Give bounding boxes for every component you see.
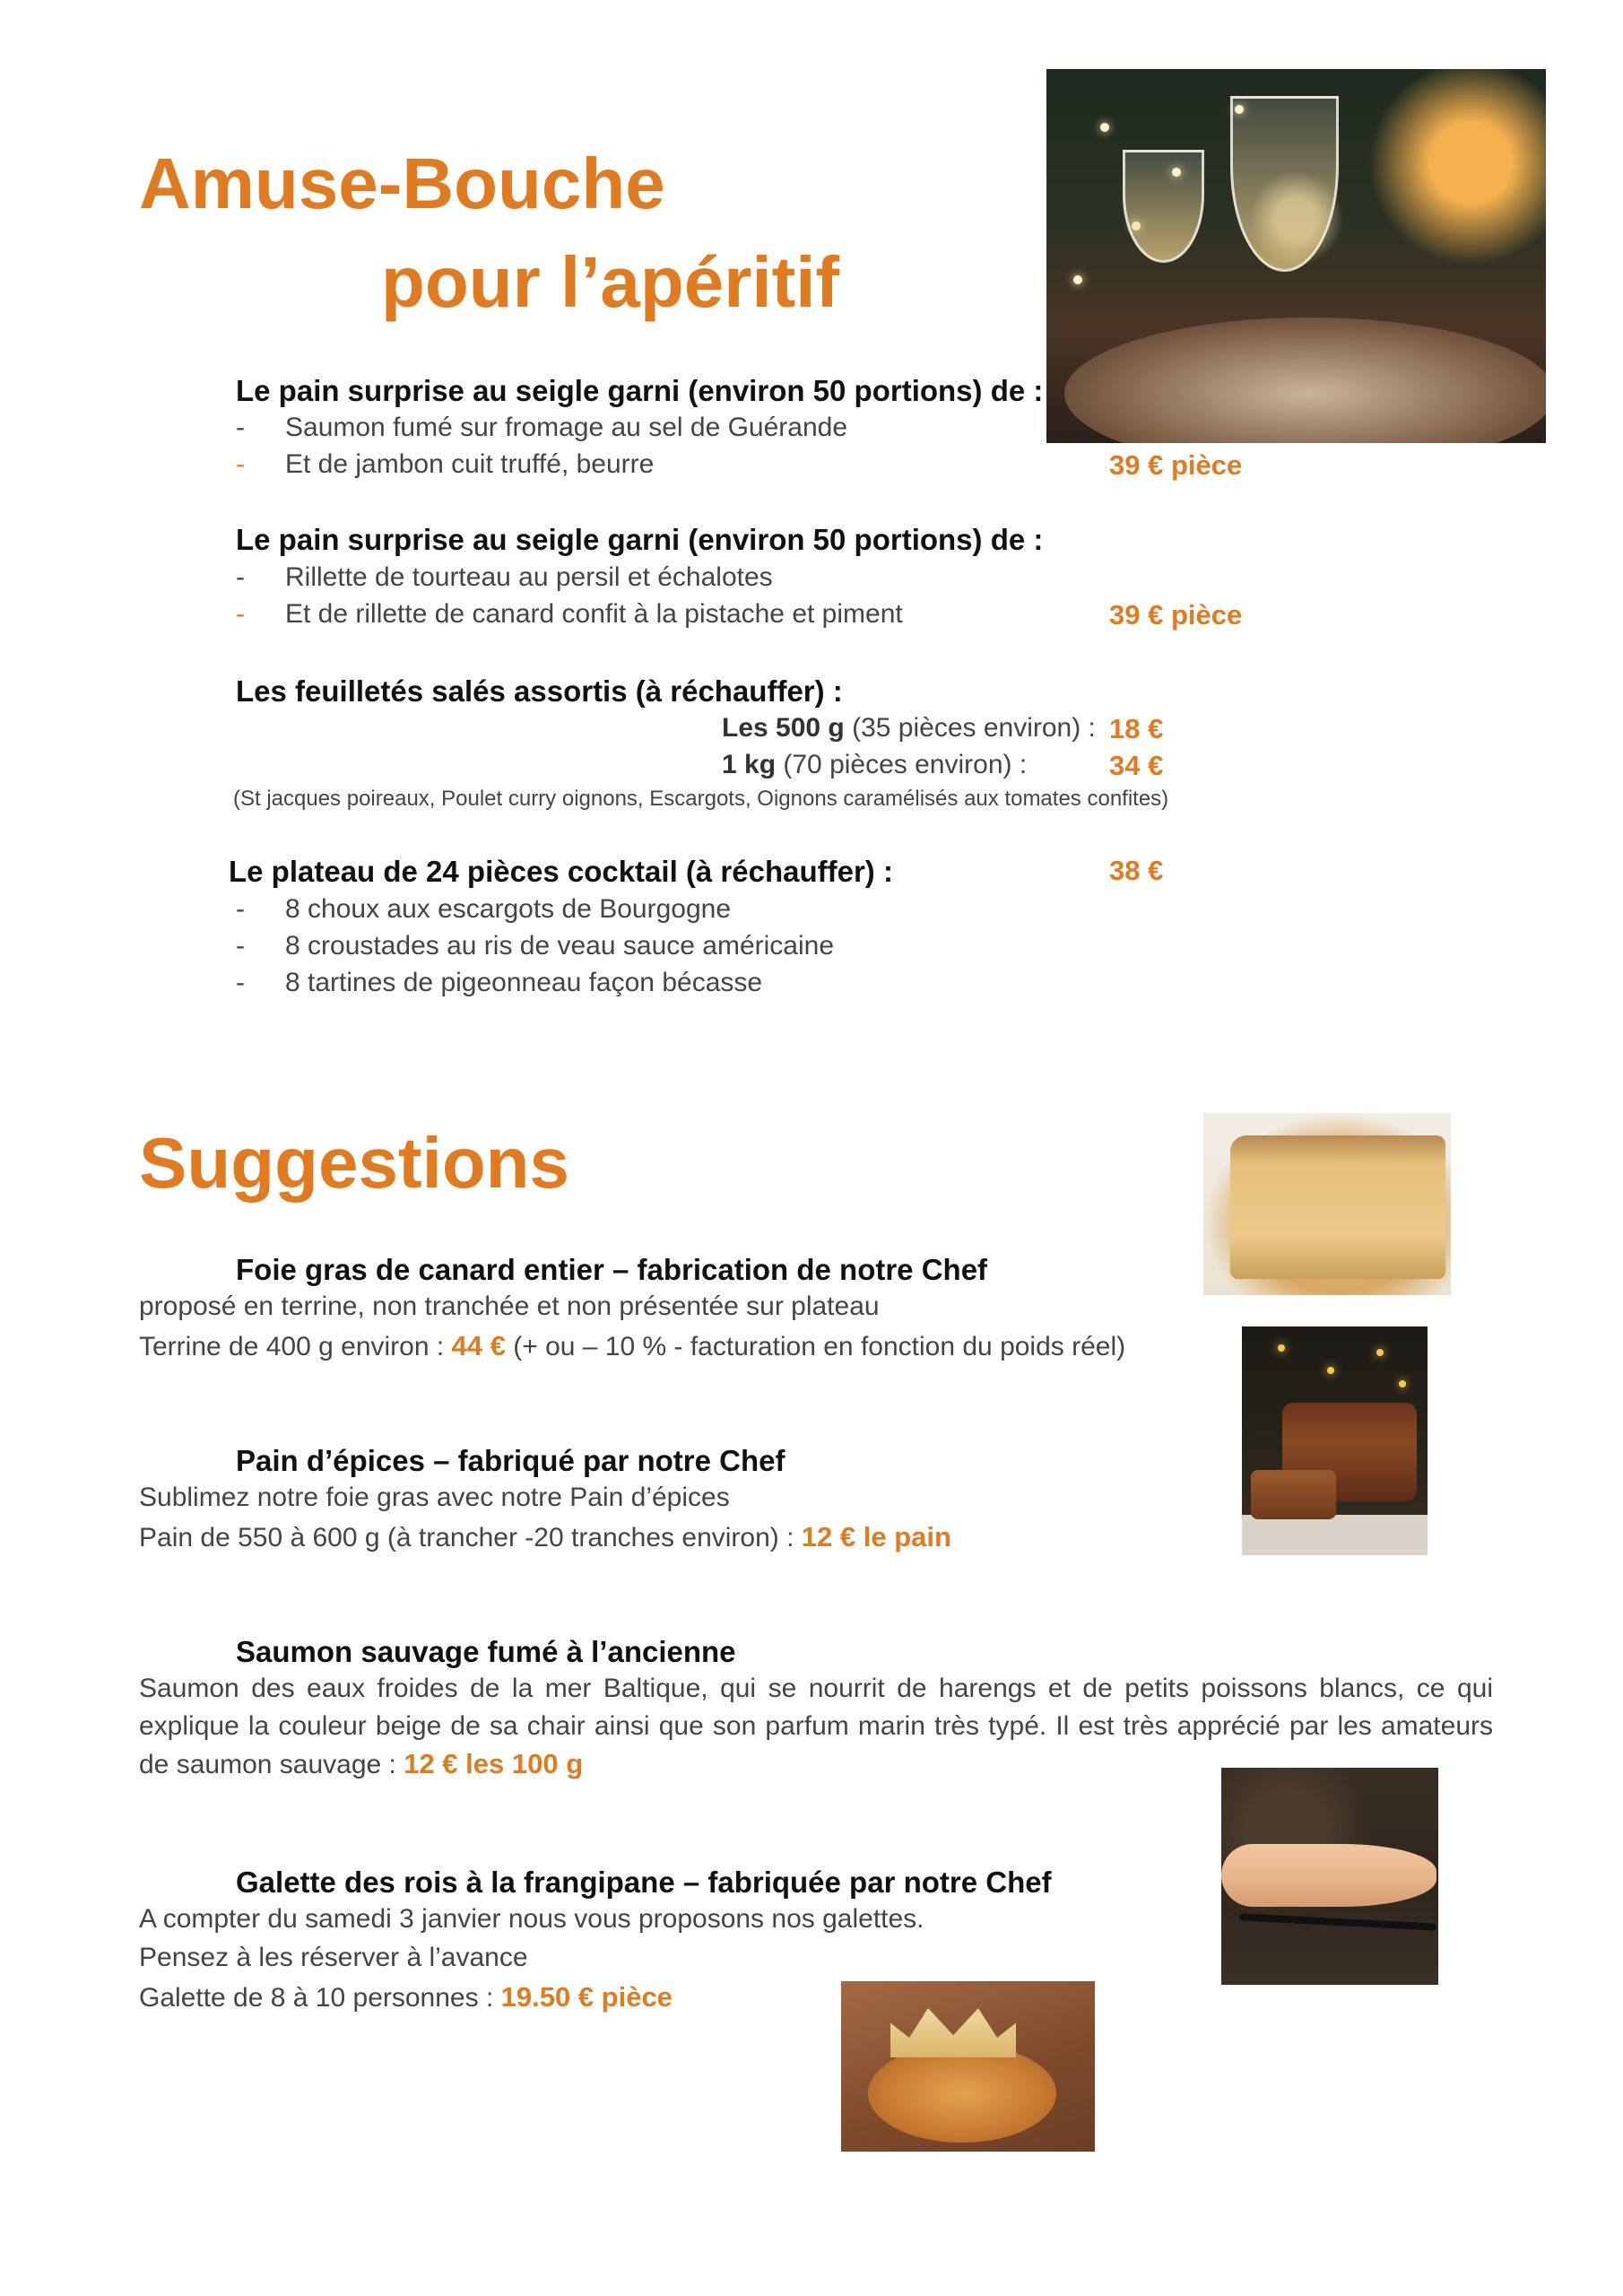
galette-price-line: Galette de 8 à 10 personnes : 19.50 € pièce — [139, 1981, 673, 2013]
price: 38 € — [1109, 855, 1164, 886]
foie-gras-desc: proposé en terrine, non tranchée et non présentée sur plateau — [139, 1292, 880, 1321]
heading-suggestions: Suggestions — [139, 1123, 570, 1203]
foie-gras-photo — [1203, 1113, 1451, 1295]
saumon-photo — [1221, 1768, 1438, 1985]
list-item: Et de jambon cuit truffé, beurre — [285, 449, 655, 479]
pain-epices-photo — [1242, 1326, 1428, 1555]
foie-gras-title: Foie gras de canard entier – fabrication de notre Chef — [236, 1253, 988, 1286]
price: 34 € — [1109, 750, 1164, 781]
foie-gras-price-line: Terrine de 400 g environ : 44 € (+ ou – 10 % - facturation en fonction du poids réel) — [139, 1330, 1126, 1361]
feuilletes-note: (St jacques poireaux, Poulet curry oignons, Escargots, Oignons caramélisés aux tomates confites) — [233, 787, 1169, 811]
bullet: - — [236, 562, 245, 592]
bullet: - — [236, 931, 245, 961]
galette-title: Galette des rois à la frangipane – fabriquée par notre Chef — [236, 1866, 1052, 1899]
galette-desc-2: Pensez à les réserver à l’avance — [139, 1943, 528, 1972]
feuilletes-row-1kg: 1 kg (70 pièces environ) : — [722, 750, 1028, 779]
pain-surprise-2-title: Le pain surprise au seigle garni (environ 50 portions) de : — [236, 523, 1044, 556]
plateau-cocktail-title: Le plateau de 24 pièces cocktail (à réchauffer) : — [229, 855, 893, 888]
saumon-desc: Saumon des eaux froides de la mer Baltique, qui se nourrit de harengs et de petits poissons blancs, ce qui explique la couleur beige de sa chair ainsi que son parfum marin très typé. Il est très apprécié par les amateurs de saumon sauvage : 12 € les 100 g — [139, 1674, 1493, 1779]
pain-epices-desc: Sublimez notre foie gras avec notre Pain d’épices — [139, 1483, 730, 1512]
feuilletes-title: Les feuilletés salés assortis (à réchauffer) : — [236, 674, 843, 708]
galette-photo — [841, 1981, 1095, 2152]
bullet: - — [236, 599, 245, 629]
heading-amuse-bouche: Amuse-Bouche — [139, 144, 665, 223]
champagne-photo — [1046, 69, 1546, 443]
pain-epices-price-line: Pain de 550 à 600 g (à trancher -20 tranches environ) : 12 € le pain — [139, 1521, 951, 1552]
saumon-title: Saumon sauvage fumé à l’ancienne — [236, 1635, 736, 1668]
bullet: - — [236, 894, 245, 924]
bullet: - — [236, 449, 245, 479]
list-item: Et de rillette de canard confit à la pistache et piment — [285, 599, 903, 629]
bullet: - — [236, 968, 245, 997]
feuilletes-row-500g: Les 500 g (35 pièces environ) : — [722, 713, 1096, 743]
price: 39 € pièce — [1109, 599, 1243, 631]
list-item: 8 choux aux escargots de Bourgogne — [285, 894, 732, 924]
price: 18 € — [1109, 713, 1164, 744]
price: 39 € pièce — [1109, 449, 1243, 481]
list-item: Rillette de tourteau au persil et échalotes — [285, 562, 773, 592]
list-item: Saumon fumé sur fromage au sel de Guérande — [285, 413, 848, 442]
list-item: 8 tartines de pigeonneau façon bécasse — [285, 968, 763, 997]
galette-desc-1: A compter du samedi 3 janvier nous vous proposons nos galettes. — [139, 1904, 924, 1934]
bullet: - — [236, 413, 245, 442]
pain-surprise-1-title: Le pain surprise au seigle garni (environ 50 portions) de : — [236, 374, 1044, 407]
list-item: 8 croustades au ris de veau sauce américaine — [285, 931, 835, 961]
heading-aperitif: pour l’apéritif — [381, 242, 840, 322]
pain-epices-title: Pain d’épices – fabriqué par notre Chef — [236, 1444, 785, 1477]
